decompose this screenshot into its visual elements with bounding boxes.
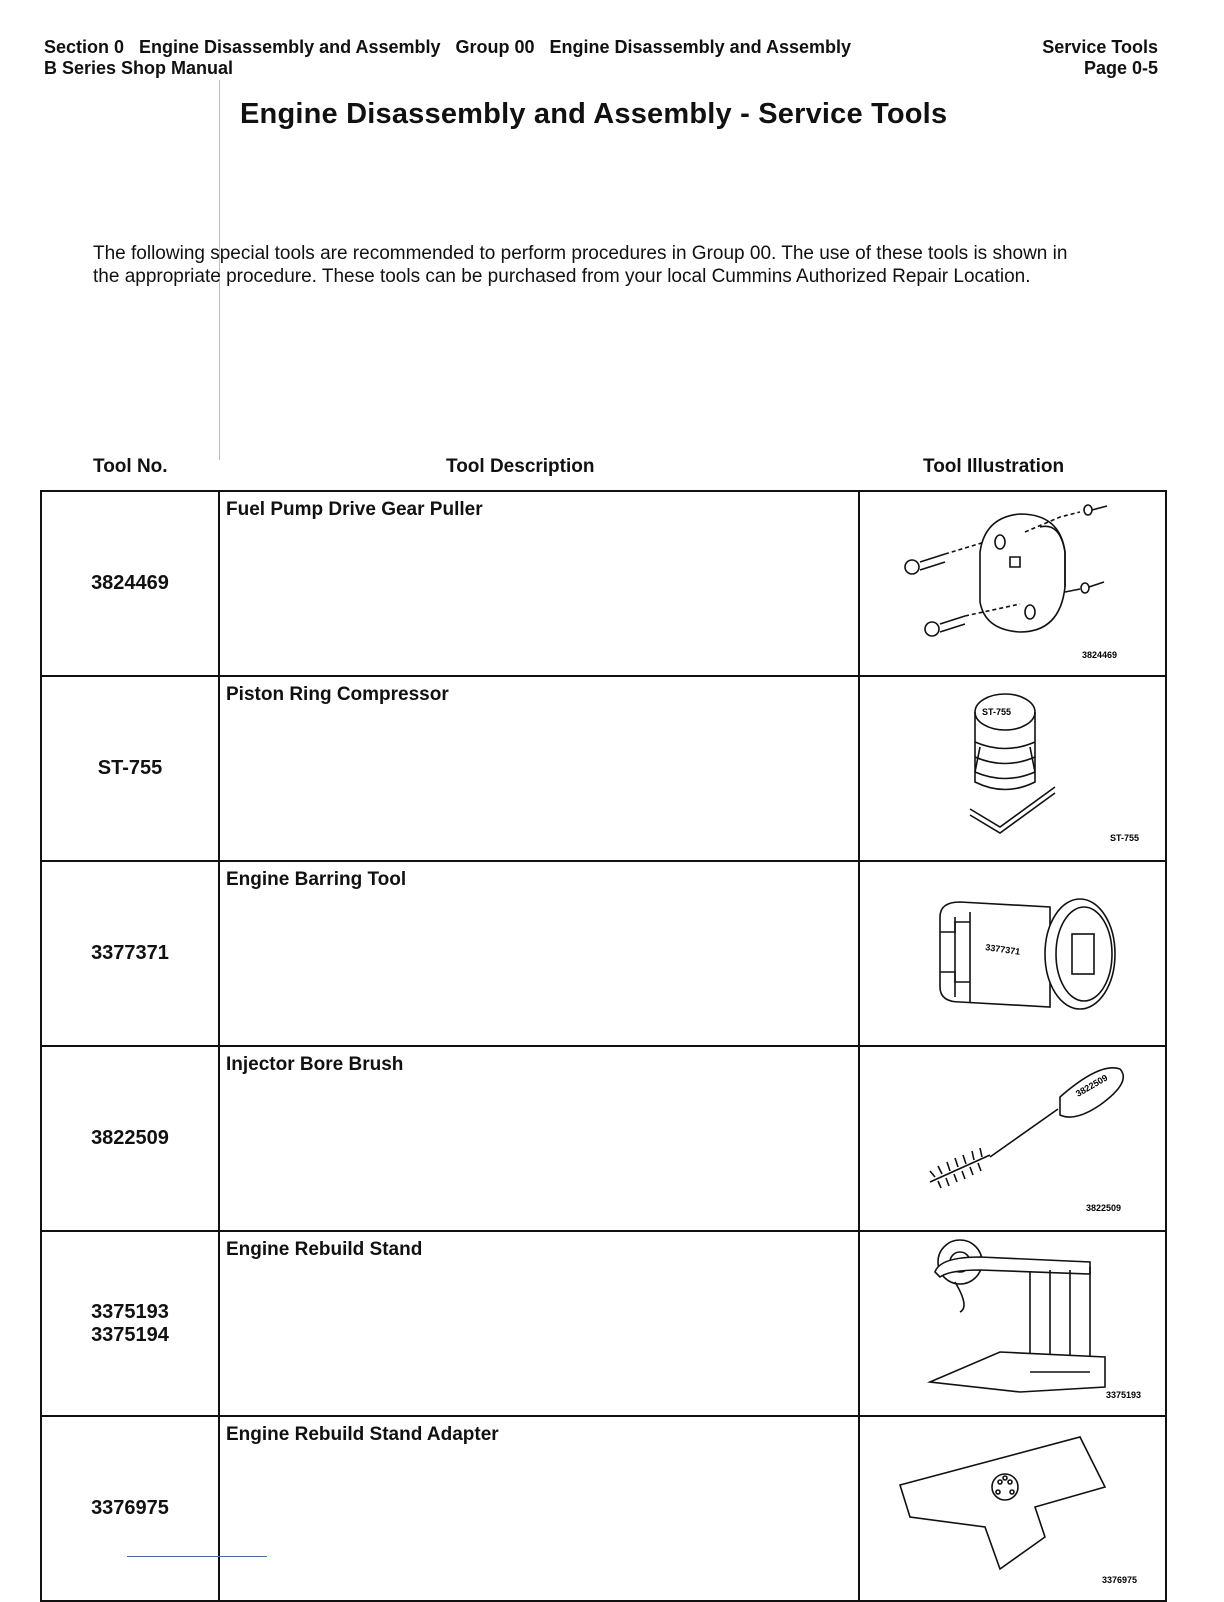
tool-number: 3375193 3375194: [41, 1231, 219, 1416]
rebuild-stand-illustration: [860, 1232, 1165, 1401]
illustration-caption: 3824469: [1082, 650, 1118, 660]
tool-number: ST-755: [41, 676, 219, 861]
illustration-label: 3377371: [984, 942, 1021, 957]
tool-description: Engine Rebuild Stand: [219, 1231, 859, 1416]
table-row: [41, 861, 1166, 1046]
tool-number: 3824469: [41, 491, 219, 676]
tool-number: 3377371: [41, 861, 219, 1046]
ring-compressor-illustration: [860, 677, 1165, 846]
tool-illustration: [859, 1416, 1166, 1601]
intro-paragraph: The following special tools are recommended to perform procedures in Group 00. The use of these tools is shown in the appropriate procedure. These tools can be purchased from your local Cummins Authorized Repair Location.: [93, 243, 1068, 287]
barring-tool-illustration: [860, 862, 1165, 1031]
tool-illustration: [859, 676, 1166, 861]
running-header-line-1: [44, 36, 1158, 58]
footer-rule: [127, 1556, 267, 1557]
header-page-number: Page 0-5: [1083, 58, 1158, 78]
column-header-illustration: Tool Illustration: [923, 456, 1065, 477]
tools-table: [40, 490, 1153, 1602]
illustration-label: ST-755: [982, 707, 1012, 717]
tool-number: 3822509: [41, 1046, 219, 1231]
illustration-caption: ST-755: [1110, 833, 1140, 843]
illustration-caption: 3376975: [1102, 1575, 1138, 1585]
tool-description: Piston Ring Compressor: [219, 676, 859, 861]
illustration-caption: 3375193: [1106, 1390, 1142, 1400]
tool-number: 3376975: [41, 1416, 219, 1601]
table-row: [41, 491, 1166, 676]
stand-adapter-illustration: [860, 1417, 1165, 1586]
tool-description: Engine Rebuild Stand Adapter: [219, 1416, 859, 1601]
page-title: Engine Disassembly and Assembly - Service Tools: [240, 98, 948, 130]
tool-illustration: [859, 491, 1166, 676]
tool-illustration: [859, 1046, 1166, 1231]
table-row: [41, 1046, 1166, 1231]
tool-illustration: [859, 1231, 1166, 1416]
table-row: [41, 1416, 1166, 1601]
bore-brush-illustration: [860, 1047, 1165, 1216]
tool-description: Fuel Pump Drive Gear Puller: [219, 491, 859, 676]
header-manual: B Series Shop Manual: [44, 58, 234, 78]
table-row: [41, 676, 1166, 861]
running-header-line-2: [44, 57, 1158, 79]
illustration-caption: 3822509: [1086, 1203, 1122, 1213]
header-section: Section 0 Engine Disassembly and Assembly Group 00 Engine Disassembly and Assembly: [44, 37, 851, 57]
illustration-label: 3822509: [1074, 1072, 1110, 1099]
tool-description: Injector Bore Brush: [219, 1046, 859, 1231]
gear-puller-illustration: [860, 492, 1165, 661]
tool-description: Engine Barring Tool: [219, 861, 859, 1046]
table-row: [41, 1231, 1166, 1416]
column-header-description: Tool Description: [446, 456, 595, 477]
tool-illustration: [859, 861, 1166, 1046]
header-topic: Service Tools: [1042, 37, 1158, 57]
column-header-tool-no: Tool No.: [93, 456, 168, 477]
